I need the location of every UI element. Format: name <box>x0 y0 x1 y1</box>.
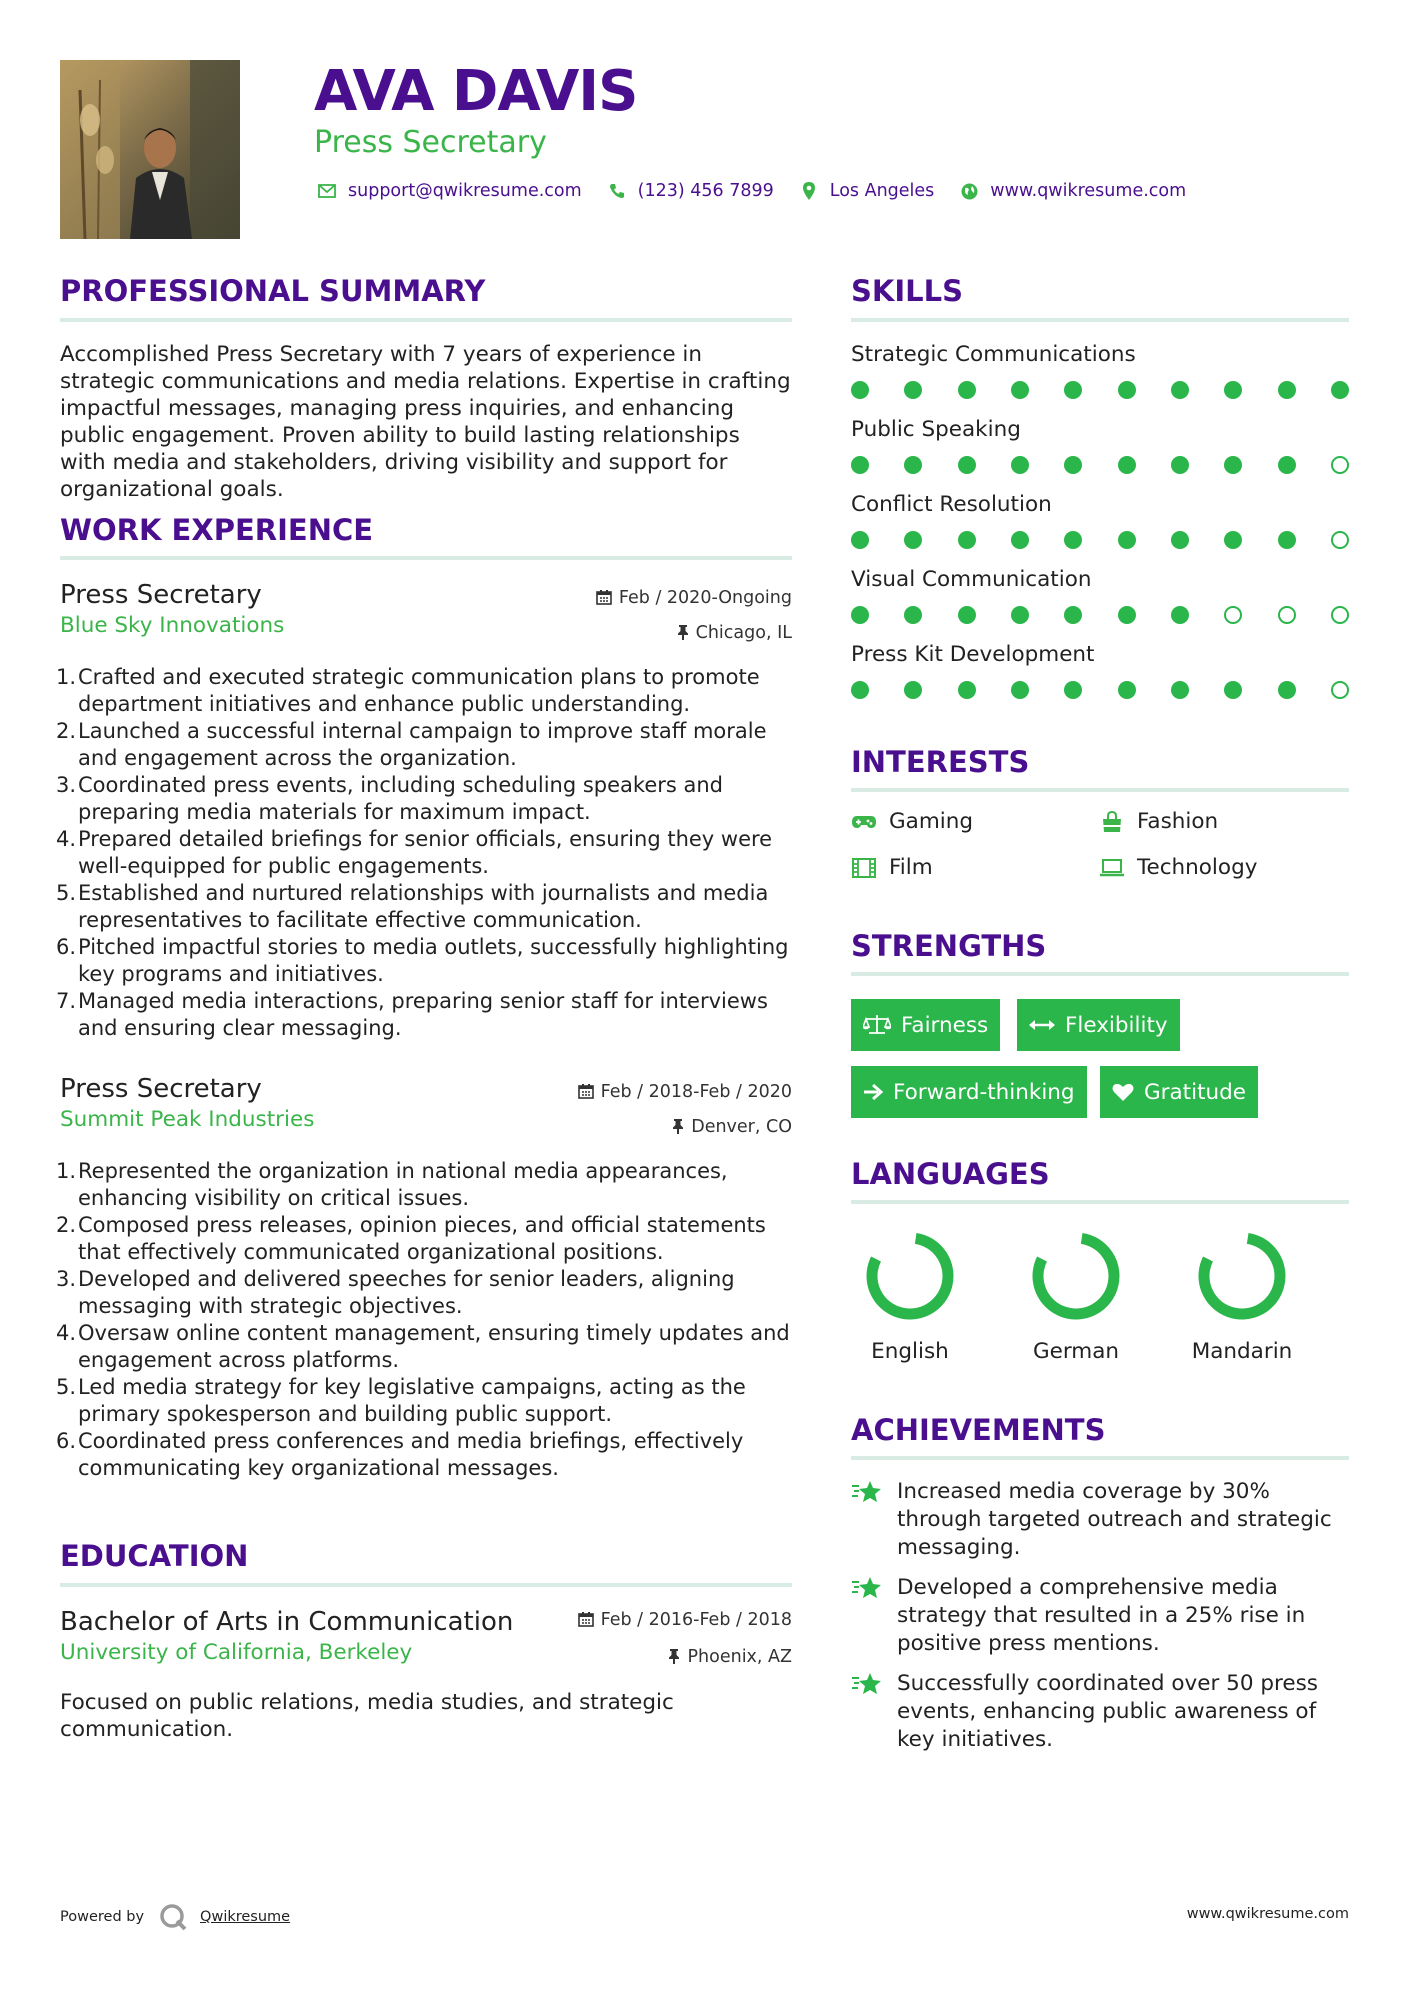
education-description: Focused on public relations, media studies, and strategic communication. <box>60 1690 674 1742</box>
star-icon <box>851 1574 883 1658</box>
list-item: 4. Prepared detailed briefings for senior officials, ensuring they were well-equipped for public engagements. <box>56 827 773 878</box>
skill-dot-filled <box>904 606 922 624</box>
list-item: 3. Coordinated press events, including scheduling speakers and preparing media materials for maximum impact. <box>56 773 724 824</box>
achievement-item: Successfully coordinated over 50 press events, enhancing public awareness of key initiatives. <box>851 1670 1349 1754</box>
skill-dot-empty <box>1331 681 1349 699</box>
calendar-icon <box>578 1610 594 1634</box>
skill-dot-filled <box>1118 681 1136 699</box>
calendar-icon <box>578 1082 594 1106</box>
interest-item: Gaming <box>851 808 973 836</box>
list-item: 1. Crafted and executed strategic communication plans to promote department initiatives and enhance public understanding. <box>56 665 760 716</box>
skill-item <box>851 566 1349 641</box>
skill-item <box>851 491 1349 566</box>
footer-branding <box>60 1902 290 1932</box>
skill-dot-filled <box>1171 606 1189 624</box>
skill-dot-filled <box>851 531 869 549</box>
languages-list <box>835 1226 1293 1376</box>
skill-dot-filled <box>1011 606 1029 624</box>
skill-dot-filled <box>1278 531 1296 549</box>
skill-dot-filled <box>1011 456 1029 474</box>
skill-dot-empty <box>1331 456 1349 474</box>
skill-dot-filled <box>1118 531 1136 549</box>
interest-item: Film <box>851 854 933 882</box>
skill-dot-filled <box>1224 381 1242 399</box>
contact-location: Los Angeles <box>829 181 935 201</box>
language-name: Mandarin <box>1191 1339 1293 1364</box>
skills-divider <box>851 318 1349 322</box>
skill-dot-filled <box>958 456 976 474</box>
skill-dot-filled <box>851 381 869 399</box>
qwikresume-logo-icon <box>158 1902 188 1932</box>
envelope-icon <box>314 184 340 198</box>
skill-dot-empty <box>1331 606 1349 624</box>
skill-name: Strategic Communications <box>851 342 1136 367</box>
skills-heading: SKILLS <box>851 274 963 308</box>
skill-item <box>851 341 1349 416</box>
skill-dot-filled <box>1278 381 1296 399</box>
list-item: 7. Managed media interactions, preparing senior staff for interviews and ensuring clear messaging. <box>56 989 768 1040</box>
job-title: Press Secretary <box>60 580 262 610</box>
list-item: 4. Oversaw online content management, ensuring timely updates and engagement across platforms. <box>56 1321 790 1372</box>
list-item: 3. Developed and delivered speeches for senior leaders, aligning messaging with strategic objectives. <box>56 1267 735 1318</box>
shopping-bag-icon <box>1099 811 1125 833</box>
achievement-item: Increased media coverage by 30% through targeted outreach and strategic messaging. <box>851 1478 1349 1562</box>
job-title: Press Secretary <box>60 1074 262 1104</box>
language-item <box>1167 1226 1317 1366</box>
strengths-heading: STRENGTHS <box>851 929 1047 963</box>
skill-dot-empty <box>1278 606 1296 624</box>
strength-badge: Gratitude <box>1100 1066 1258 1118</box>
skill-dot-filled <box>1011 531 1029 549</box>
arrows-horizontal-icon <box>1029 1018 1055 1032</box>
skill-dot-filled <box>1171 456 1189 474</box>
pushpin-icon <box>677 623 689 647</box>
skill-name: Visual Communication <box>851 567 1092 592</box>
phone-icon <box>604 183 630 199</box>
skill-dot-filled <box>1278 456 1296 474</box>
job-location: Chicago, IL <box>677 621 792 647</box>
skill-dot-filled <box>1224 681 1242 699</box>
strength-badge: Flexibility <box>1017 999 1180 1051</box>
language-progress-arc <box>1038 1238 1114 1314</box>
language-progress-arc <box>1204 1238 1280 1314</box>
laptop-icon <box>1099 859 1125 877</box>
achievements-divider <box>851 1456 1349 1460</box>
heart-icon <box>1112 1082 1134 1102</box>
film-icon <box>851 858 877 878</box>
contact-phone[interactable]: (123) 456 7899 <box>637 181 774 201</box>
job-duties <box>56 664 792 1042</box>
interests-heading: INTERESTS <box>851 745 1030 779</box>
language-name: English <box>871 1339 949 1364</box>
job-entry <box>56 1072 792 1482</box>
skill-dot-filled <box>1118 381 1136 399</box>
achievements-list <box>851 1478 1349 1754</box>
skill-dot-filled <box>958 531 976 549</box>
list-item: 5. Established and nurtured relationships with journalists and media representatives to facilitate effective communication. <box>56 881 769 932</box>
star-icon <box>851 1478 883 1562</box>
skill-dot-filled <box>904 681 922 699</box>
summary-heading: PROFESSIONAL SUMMARY <box>60 274 486 308</box>
skill-dot-filled <box>1064 681 1082 699</box>
languages-heading: LANGUAGES <box>851 1157 1050 1191</box>
summary-text: Accomplished Press Secretary with 7 years of experience in strategic communications and media relations. Expertise in crafting impactful messages, managing press inquiries, and enhancing public engagement. Proven ability to build lasting relationships with media and stakeholders, driving visibility and support for organizational goals. <box>60 342 791 502</box>
candidate-name: AVA DAVIS <box>314 59 638 124</box>
achievement-item: Developed a comprehensive media strategy that resulted in a 25% rise in positive press mentions. <box>851 1574 1349 1658</box>
education-heading: EDUCATION <box>60 1539 249 1573</box>
footer-brand-link[interactable]: Qwikresume <box>200 1909 291 1925</box>
skill-dot-filled <box>1118 456 1136 474</box>
list-item: 2. Composed press releases, opinion pieces, and official statements that effectively communicated organizational positions. <box>56 1213 766 1264</box>
experience-heading: WORK EXPERIENCE <box>60 513 374 547</box>
skill-dot-filled <box>1171 681 1189 699</box>
skill-dot-filled <box>1278 681 1296 699</box>
job-company: Summit Peak Industries <box>60 1107 315 1132</box>
skill-name: Public Speaking <box>851 417 1021 442</box>
list-item: 5. Led media strategy for key legislative campaigns, acting as the primary spokesperson and building public support. <box>56 1375 746 1426</box>
contact-email[interactable]: support@qwikresume.com <box>348 181 582 201</box>
skill-dot-empty <box>1224 606 1242 624</box>
skill-name: Press Kit Development <box>851 642 1095 667</box>
language-progress-ring <box>1001 1226 1151 1326</box>
skill-dot-filled <box>904 381 922 399</box>
skill-dot-filled <box>1171 381 1189 399</box>
language-progress-arc <box>872 1238 948 1314</box>
skill-dot-filled <box>1118 606 1136 624</box>
skill-dot-filled <box>851 456 869 474</box>
skill-dot-filled <box>1064 606 1082 624</box>
interests-divider <box>851 788 1349 792</box>
skill-dot-filled <box>1011 681 1029 699</box>
skill-dot-filled <box>1064 531 1082 549</box>
summary-divider <box>60 318 792 322</box>
skill-item <box>851 641 1349 716</box>
skill-rating <box>851 681 1349 699</box>
strengths-divider <box>851 972 1349 976</box>
pushpin-icon <box>672 1117 684 1141</box>
gamepad-icon <box>851 814 877 830</box>
language-name: German <box>1032 1339 1120 1364</box>
interest-item: Technology <box>1099 854 1257 882</box>
education-location: Phoenix, AZ <box>668 1645 792 1671</box>
skill-item <box>851 416 1349 491</box>
skill-rating <box>851 456 1349 474</box>
skill-dot-filled <box>1064 456 1082 474</box>
contact-bar <box>314 178 1208 204</box>
skill-rating <box>851 531 1349 549</box>
language-progress-ring <box>835 1226 985 1326</box>
pushpin-icon <box>668 1647 680 1671</box>
education-divider <box>60 1583 792 1587</box>
star-icon <box>851 1670 883 1754</box>
language-item <box>835 1226 985 1366</box>
skill-dot-filled <box>904 531 922 549</box>
skill-dot-filled <box>1011 381 1029 399</box>
skill-name: Conflict Resolution <box>851 492 1052 517</box>
powered-by-text: Powered by <box>60 1909 145 1925</box>
degree-title: Bachelor of Arts in Communication <box>60 1607 514 1637</box>
skill-dot-filled <box>1224 531 1242 549</box>
education-dates: Feb / 2016-Feb / 2018 <box>578 1608 792 1634</box>
skill-dot-filled <box>1331 381 1349 399</box>
candidate-title: Press Secretary <box>314 125 547 160</box>
list-item: 6. Coordinated press conferences and media briefings, effectively communicating key organizational messages. <box>56 1429 744 1480</box>
education-entry <box>60 1605 792 1743</box>
list-item: 1. Represented the organization in national media appearances, enhancing visibility on critical issues. <box>56 1159 728 1210</box>
calendar-icon <box>596 588 612 612</box>
skill-dot-filled <box>1171 531 1189 549</box>
contact-website[interactable]: www.qwikresume.com <box>990 181 1187 201</box>
skill-dot-filled <box>958 681 976 699</box>
footer-website[interactable]: www.qwikresume.com <box>1186 1906 1349 1922</box>
job-duties <box>56 1158 792 1482</box>
strength-badge: Fairness <box>851 999 1000 1051</box>
job-location: Denver, CO <box>672 1115 792 1141</box>
arrow-right-icon <box>863 1083 883 1101</box>
skill-dot-filled <box>904 456 922 474</box>
balance-scale-icon <box>863 1014 891 1036</box>
skill-dot-empty <box>1331 531 1349 549</box>
experience-divider <box>60 556 792 560</box>
skill-dot-filled <box>1064 381 1082 399</box>
skills-list <box>851 341 1349 716</box>
job-entry <box>56 578 792 1042</box>
globe-icon <box>956 183 982 200</box>
achievements-heading: ACHIEVEMENTS <box>851 1413 1106 1447</box>
language-progress-ring <box>1167 1226 1317 1326</box>
skill-dot-filled <box>851 606 869 624</box>
skill-dot-filled <box>851 681 869 699</box>
map-marker-icon <box>796 182 822 200</box>
profile-photo <box>60 60 240 239</box>
school-name: University of California, Berkeley <box>60 1640 413 1665</box>
job-company: Blue Sky Innovations <box>60 613 285 638</box>
job-dates: Feb / 2020-Ongoing <box>596 586 792 612</box>
list-item: 6. Pitched impactful stories to media outlets, successfully highlighting key programs and initiatives. <box>56 935 789 986</box>
skill-dot-filled <box>958 606 976 624</box>
interest-item: Fashion <box>1099 808 1218 836</box>
strength-badge: Forward-thinking <box>851 1066 1087 1118</box>
list-item: 2. Launched a successful internal campaign to improve staff morale and engagement across the organization. <box>56 719 767 770</box>
language-item <box>1001 1226 1151 1366</box>
skill-dot-filled <box>1224 456 1242 474</box>
skill-rating <box>851 606 1349 624</box>
skill-rating <box>851 381 1349 399</box>
languages-divider <box>851 1200 1349 1204</box>
job-dates: Feb / 2018-Feb / 2020 <box>578 1080 792 1106</box>
skill-dot-filled <box>958 381 976 399</box>
